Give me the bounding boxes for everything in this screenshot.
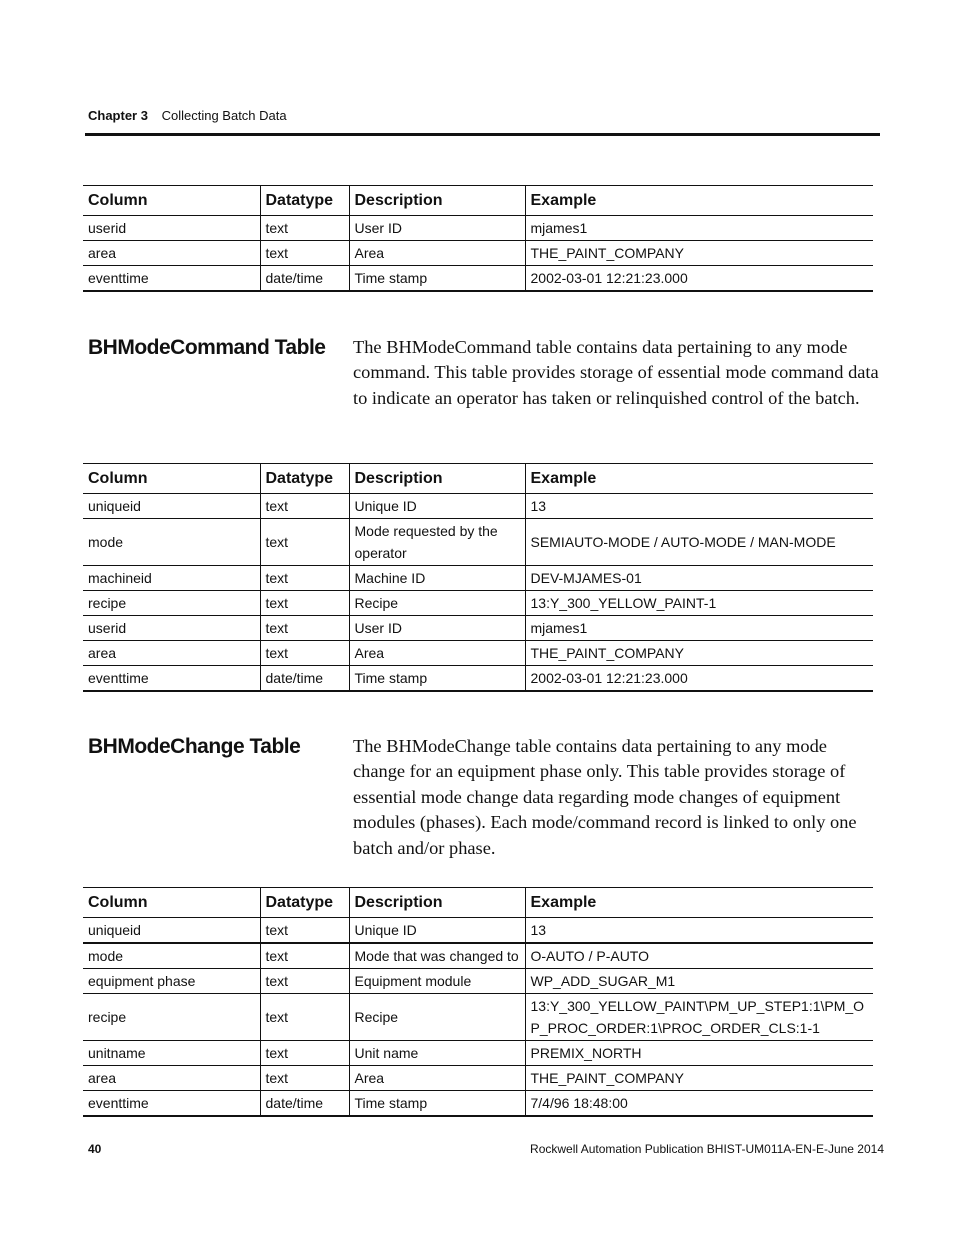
table-header-row bbox=[83, 888, 873, 918]
cell: area bbox=[83, 641, 260, 666]
cell: Area bbox=[349, 1066, 525, 1091]
cell: User ID bbox=[349, 216, 525, 241]
cell: Unique ID bbox=[349, 918, 525, 944]
cell: 13 bbox=[525, 918, 873, 944]
table-bhmodecommand bbox=[83, 463, 873, 692]
table-row bbox=[83, 591, 873, 616]
cell: text bbox=[260, 216, 349, 241]
cell: 13:Y_300_YELLOW_PAINT\PM_UP_STEP1:1\PM_OP_PROC_ORDER:1\PROC_ORDER_CLS:1-1 bbox=[525, 994, 873, 1041]
cell: text bbox=[260, 494, 349, 519]
cell: area bbox=[83, 1066, 260, 1091]
table-row bbox=[83, 241, 873, 266]
table-row bbox=[83, 494, 873, 519]
cell: Time stamp bbox=[349, 1091, 525, 1117]
cell: text bbox=[260, 1066, 349, 1091]
cell: mjames1 bbox=[525, 216, 873, 241]
cell: date/time bbox=[260, 1091, 349, 1117]
page-number: 40 bbox=[88, 1142, 102, 1156]
cell: mode bbox=[83, 943, 260, 969]
section-body-bhmodechange: The BHModeChange table contains data pertaining to any mode change for an equipment phase only. This table provides storage of essential mode change data regarding mode changes of equipment modules (phases). Each mode/command record is linked to only one batch and/or phase. bbox=[353, 736, 857, 858]
cell: Area bbox=[349, 241, 525, 266]
header-rule bbox=[85, 133, 880, 136]
table-header-row bbox=[83, 464, 873, 494]
header-datatype: Datatype bbox=[260, 186, 349, 216]
cell: WP_ADD_SUGAR_M1 bbox=[525, 969, 873, 994]
cell: userid bbox=[83, 216, 260, 241]
cell: uniqueid bbox=[83, 494, 260, 519]
table-row bbox=[83, 1066, 873, 1091]
cell: Time stamp bbox=[349, 266, 525, 292]
cell: SEMIAUTO-MODE / AUTO-MODE / MAN-MODE bbox=[525, 519, 873, 566]
cell: text bbox=[260, 519, 349, 566]
cell: unitname bbox=[83, 1041, 260, 1066]
cell: machineid bbox=[83, 566, 260, 591]
cell: Time stamp bbox=[349, 666, 525, 692]
table-row bbox=[83, 1041, 873, 1066]
cell: date/time bbox=[260, 666, 349, 692]
cell: THE_PAINT_COMPANY bbox=[525, 1066, 873, 1091]
running-header bbox=[88, 108, 287, 123]
cell: recipe bbox=[83, 994, 260, 1041]
cell: THE_PAINT_COMPANY bbox=[525, 641, 873, 666]
cell: 2002-03-01 12:21:23.000 bbox=[525, 666, 873, 692]
cell: equipment phase bbox=[83, 969, 260, 994]
cell: mjames1 bbox=[525, 616, 873, 641]
cell: text bbox=[260, 943, 349, 969]
table-row bbox=[83, 616, 873, 641]
table-row bbox=[83, 994, 873, 1041]
cell: date/time bbox=[260, 266, 349, 292]
cell: text bbox=[260, 566, 349, 591]
cell: Area bbox=[349, 641, 525, 666]
cell: text bbox=[260, 994, 349, 1041]
cell: DEV-MJAMES-01 bbox=[525, 566, 873, 591]
table-row bbox=[83, 266, 873, 292]
header-example: Example bbox=[525, 888, 873, 918]
header-datatype: Datatype bbox=[260, 888, 349, 918]
table-row bbox=[83, 641, 873, 666]
cell: recipe bbox=[83, 591, 260, 616]
cell: Recipe bbox=[349, 591, 525, 616]
header-datatype: Datatype bbox=[260, 464, 349, 494]
cell: text bbox=[260, 591, 349, 616]
chapter-title: Collecting Batch Data bbox=[161, 108, 287, 123]
cell: area bbox=[83, 241, 260, 266]
cell: O-AUTO / P-AUTO bbox=[525, 943, 873, 969]
header-description: Description bbox=[349, 464, 525, 494]
table-bhmodechange bbox=[83, 887, 873, 1117]
section-title-bhmodecommand: BHModeCommand Table bbox=[88, 336, 326, 359]
cell: THE_PAINT_COMPANY bbox=[525, 241, 873, 266]
cell: eventtime bbox=[83, 266, 260, 292]
cell: uniqueid bbox=[83, 918, 260, 944]
cell: 2002-03-01 12:21:23.000 bbox=[525, 266, 873, 292]
cell: Unit name bbox=[349, 1041, 525, 1066]
section-title-bhmodechange: BHModeChange Table bbox=[88, 735, 301, 758]
header-description: Description bbox=[349, 186, 525, 216]
chapter-label: Chapter 3 bbox=[88, 108, 148, 123]
table-row bbox=[83, 1091, 873, 1117]
table-row bbox=[83, 918, 873, 944]
table-continued bbox=[83, 185, 873, 292]
cell: Mode that was changed to bbox=[349, 943, 525, 969]
cell: text bbox=[260, 616, 349, 641]
cell: text bbox=[260, 241, 349, 266]
cell: Recipe bbox=[349, 994, 525, 1041]
cell: Unique ID bbox=[349, 494, 525, 519]
header-column: Column bbox=[83, 186, 260, 216]
table-row bbox=[83, 943, 873, 969]
table-header-row bbox=[83, 186, 873, 216]
table-row bbox=[83, 969, 873, 994]
header-column: Column bbox=[83, 464, 260, 494]
header-description: Description bbox=[349, 888, 525, 918]
cell: text bbox=[260, 969, 349, 994]
cell: userid bbox=[83, 616, 260, 641]
cell: 7/4/96 18:48:00 bbox=[525, 1091, 873, 1117]
cell: 13:Y_300_YELLOW_PAINT-1 bbox=[525, 591, 873, 616]
cell: text bbox=[260, 918, 349, 944]
section-body-bhmodecommand: The BHModeCommand table contains data pertaining to any mode command. This table provides storage of essential mode command data to indicate an operator has taken or relinquished control of the batch. bbox=[353, 337, 879, 408]
cell: 13 bbox=[525, 494, 873, 519]
cell: Equipment module bbox=[349, 969, 525, 994]
table-row bbox=[83, 519, 873, 566]
cell: text bbox=[260, 641, 349, 666]
header-example: Example bbox=[525, 186, 873, 216]
cell: Machine ID bbox=[349, 566, 525, 591]
cell: PREMIX_NORTH bbox=[525, 1041, 873, 1066]
cell: User ID bbox=[349, 616, 525, 641]
table-row bbox=[83, 666, 873, 692]
cell: eventtime bbox=[83, 666, 260, 692]
table-row bbox=[83, 566, 873, 591]
cell: Mode requested by the operator bbox=[349, 519, 525, 566]
header-example: Example bbox=[525, 464, 873, 494]
header-column: Column bbox=[83, 888, 260, 918]
table-row bbox=[83, 216, 873, 241]
cell: text bbox=[260, 1041, 349, 1066]
cell: mode bbox=[83, 519, 260, 566]
publication-info: Rockwell Automation Publication BHIST-UM011A-EN-E-June 2014 bbox=[530, 1142, 884, 1156]
cell: eventtime bbox=[83, 1091, 260, 1117]
